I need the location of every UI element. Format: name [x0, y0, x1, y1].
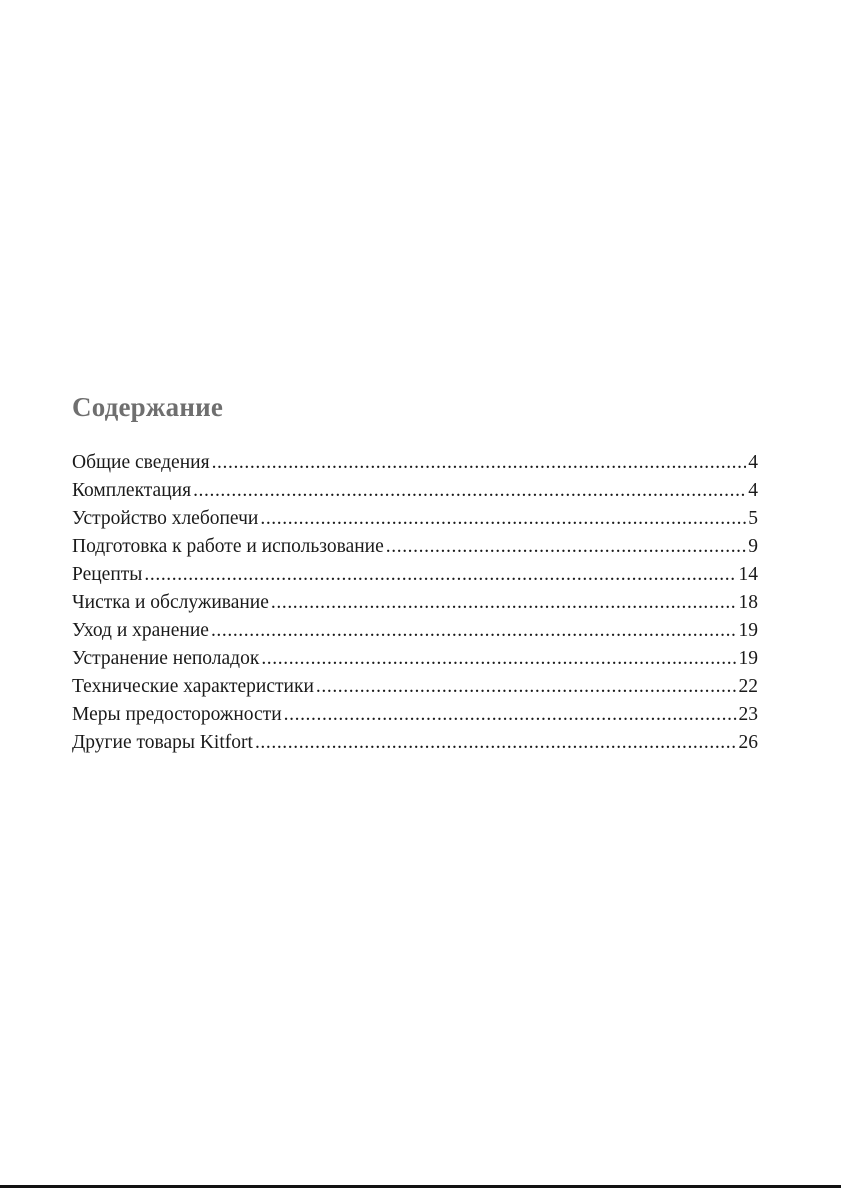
toc-entry[interactable] [72, 561, 758, 589]
toc-entry-label: Устройство хлебопечи [72, 508, 259, 529]
toc-entry[interactable] [72, 477, 758, 505]
toc-leader-dots [211, 617, 737, 645]
toc-entry-label: Рецепты [72, 564, 143, 585]
toc-entry[interactable] [72, 589, 758, 617]
toc-entry-label: Устранение неполадок [72, 648, 260, 669]
toc-leader-dots [316, 673, 737, 701]
toc-entry[interactable] [72, 533, 758, 561]
toc-leader-dots [255, 729, 737, 757]
toc-leader-dots [193, 477, 746, 505]
toc-entry-page: 9 [748, 536, 758, 557]
toc-entry[interactable] [72, 505, 758, 533]
toc-entry-page: 4 [748, 480, 758, 501]
toc-leader-dots [144, 561, 736, 589]
toc-leader-dots [212, 449, 747, 477]
toc-entry-label: Другие товары Kitfort [72, 732, 253, 753]
toc-entry[interactable] [72, 449, 758, 477]
toc-leader-dots [260, 505, 746, 533]
toc-entry[interactable] [72, 645, 758, 673]
toc-entry[interactable] [72, 729, 758, 757]
toc-entry-page: 18 [738, 592, 758, 613]
toc-entry-page: 14 [738, 564, 758, 585]
toc-entry-page: 22 [738, 676, 758, 697]
toc-entry-page: 26 [738, 732, 758, 753]
toc-entry[interactable] [72, 673, 758, 701]
toc-entry-label: Уход и хранение [72, 620, 209, 641]
toc-leader-dots [386, 533, 746, 561]
toc-title: Содержание [72, 392, 224, 422]
toc-entry-page: 5 [748, 508, 758, 529]
toc-entry-page: 19 [738, 648, 758, 669]
toc-entry-label: Общие сведения [72, 452, 210, 473]
toc-leader-dots [261, 645, 736, 673]
toc-entry-label: Чистка и обслуживание [72, 592, 269, 613]
toc-entry-label: Меры предосторожности [72, 704, 282, 725]
toc-leader-dots [284, 701, 737, 729]
toc-entry[interactable] [72, 701, 758, 729]
toc-leader-dots [271, 589, 737, 617]
toc-entry-label: Подготовка к работе и использование [72, 536, 384, 557]
toc-entry-page: 4 [748, 452, 758, 473]
toc-entry-page: 23 [738, 704, 758, 725]
toc-entry-label: Комплектация [72, 480, 192, 501]
toc-entry-page: 19 [738, 620, 758, 641]
toc-entry-label: Технические характеристики [72, 676, 314, 697]
toc-entry[interactable] [72, 617, 758, 645]
toc-list [72, 449, 758, 757]
